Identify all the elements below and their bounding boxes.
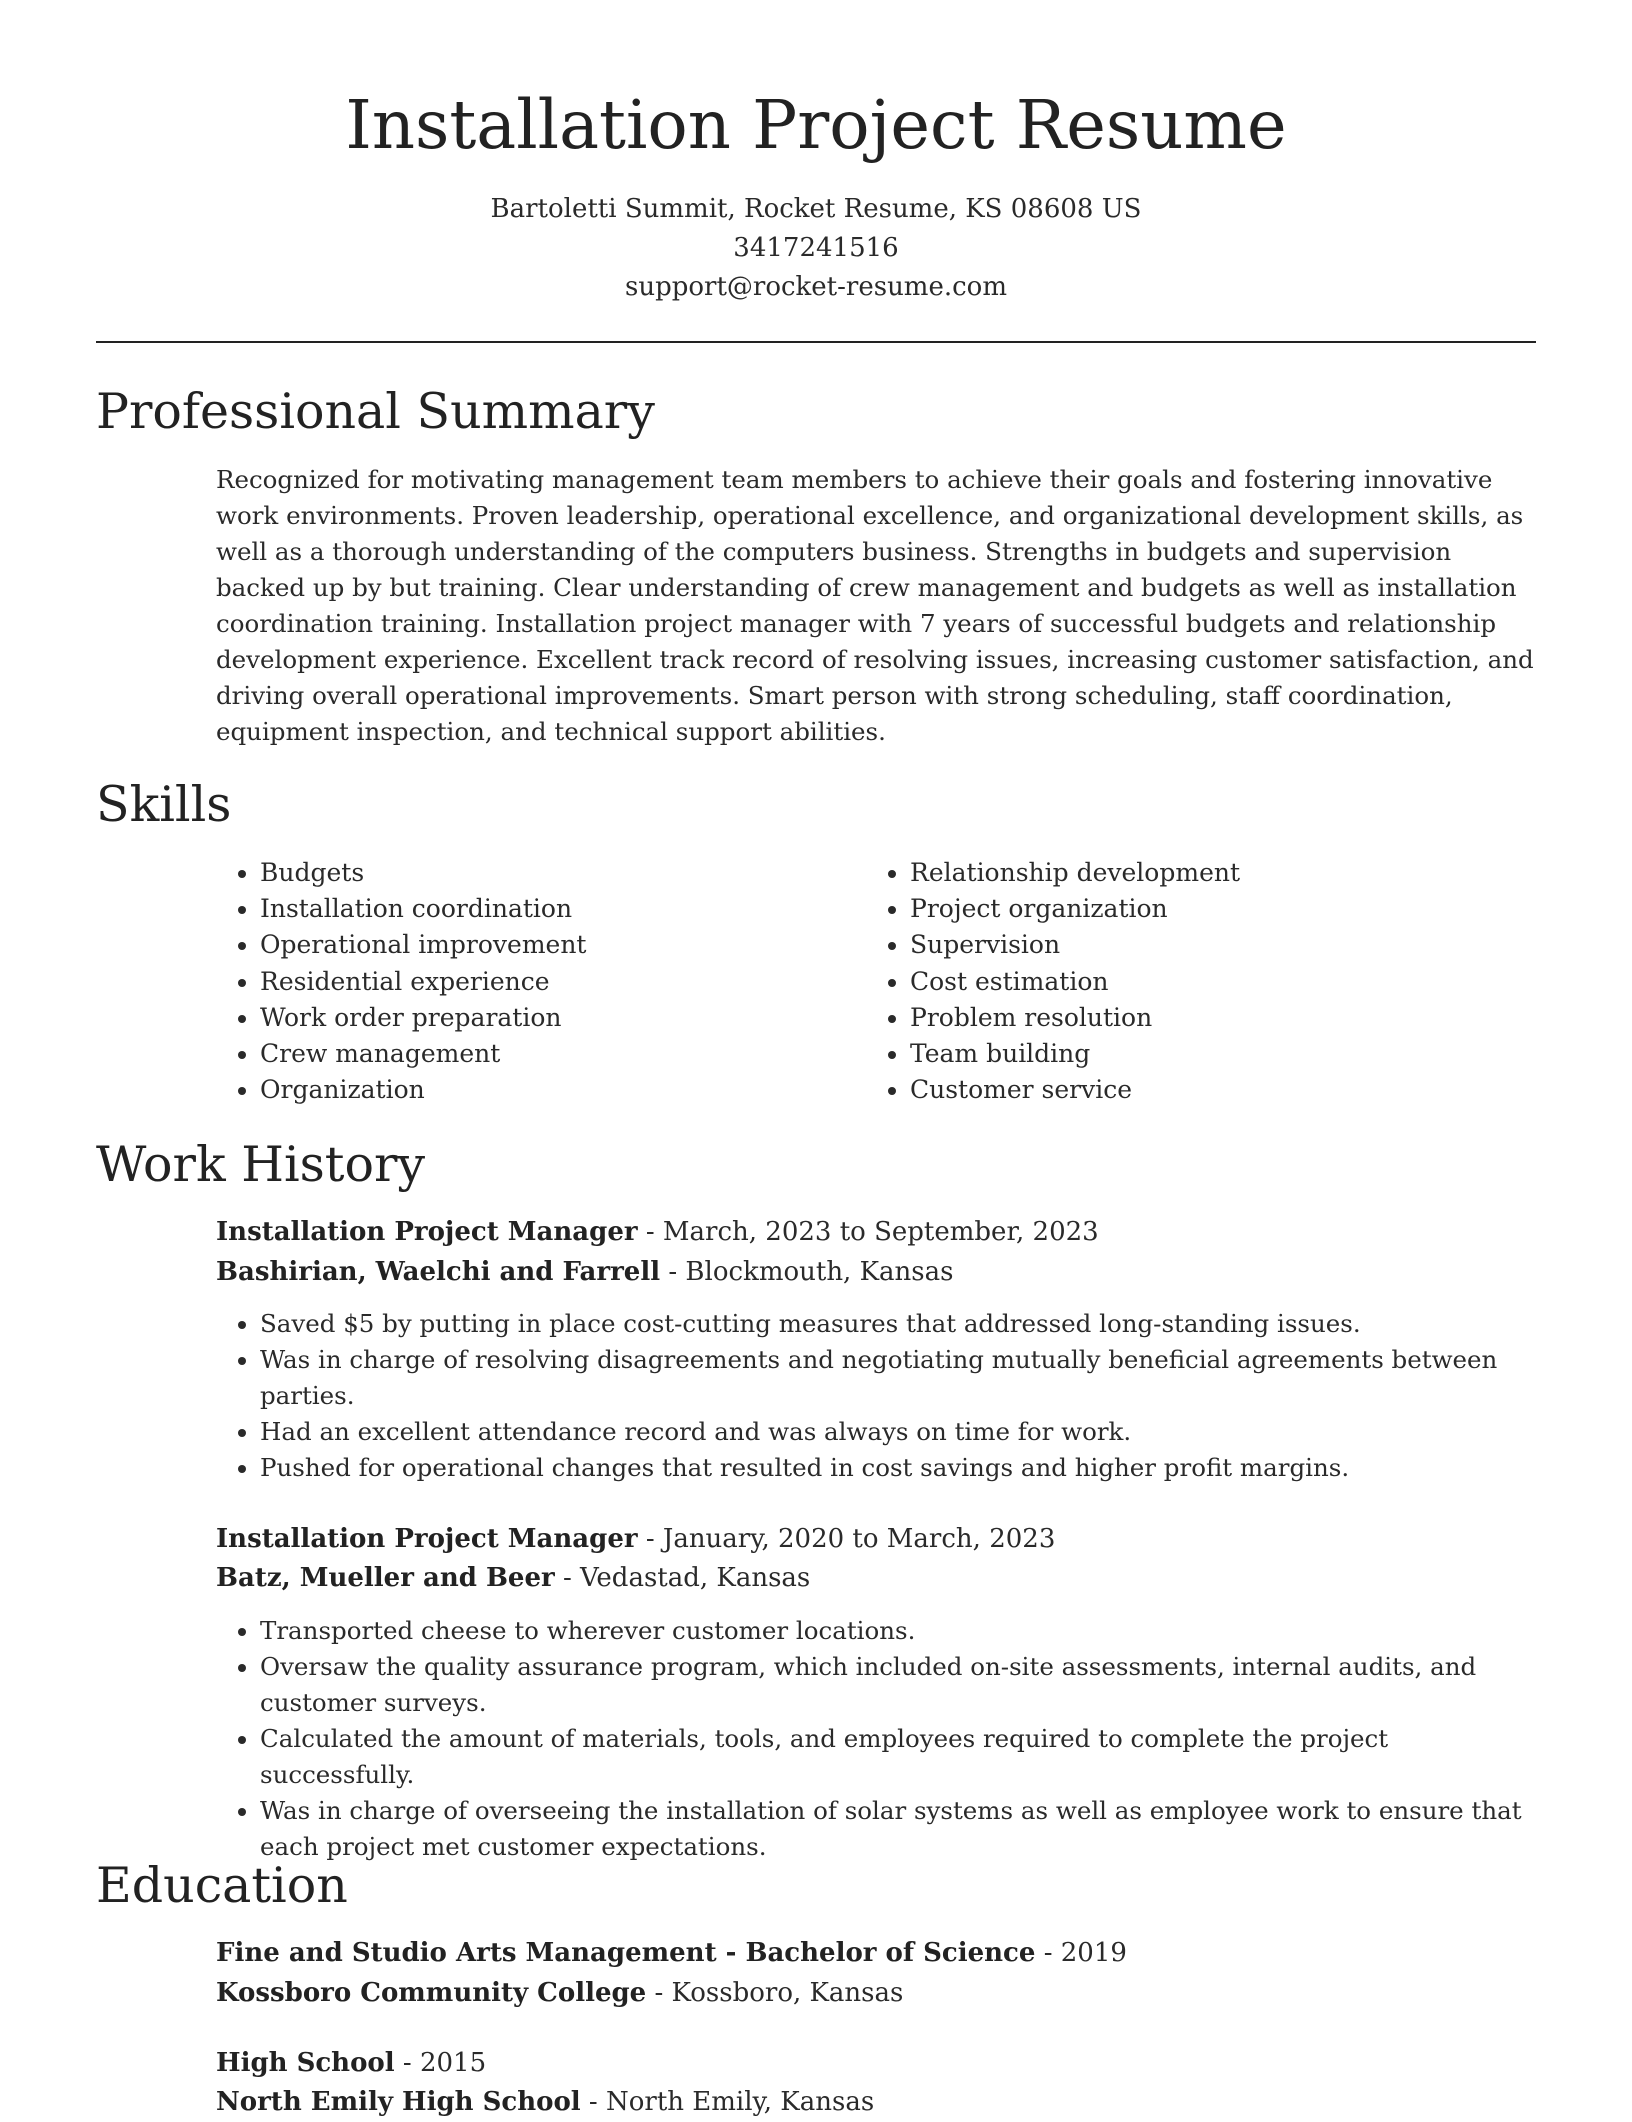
education-program-line [216, 1933, 1536, 1973]
education-heading: Education [96, 1857, 348, 1914]
education-program: High School [216, 2048, 395, 2078]
job-bullet: • Oversaw the quality assurance program, which included on-site assessments, internal audits, and customer surveys. [260, 1649, 1536, 1721]
education-school: Kossboro Community College [216, 1978, 647, 2008]
skill-item: • Crew management [260, 1036, 586, 1072]
education-year: - 2015 [394, 2048, 487, 2078]
job-title-line [216, 1212, 1536, 1252]
education-school-line [216, 1973, 1536, 2013]
job-location: - Blockmouth, Kansas [660, 1257, 954, 1287]
education-school-line [216, 2082, 1536, 2122]
job-dates: - March, 2023 to September, 2023 [637, 1217, 1099, 1247]
job-bullets [216, 1613, 1536, 1865]
job-bullet: • Saved $5 by putting in place cost-cutting measures that addressed long-standing issues. [260, 1306, 1536, 1342]
skills-list-left [216, 855, 586, 1108]
summary-heading: Professional Summary [96, 383, 655, 440]
email: support@rocket-resume.com [624, 272, 1007, 302]
contact-block [0, 190, 1632, 307]
phone: 3417241516 [733, 233, 899, 263]
job-title-line [216, 1519, 1536, 1559]
address: Bartoletti Summit, Rocket Resume, KS 08608 US [490, 194, 1142, 224]
job-bullet: • Had an excellent attendance record and was always on time for work. [260, 1414, 1536, 1450]
skills-heading: Skills [96, 776, 232, 833]
job-bullet: • Pushed for operational changes that resulted in cost savings and higher profit margins. [260, 1450, 1536, 1486]
job-role: Installation Project Manager [216, 1217, 638, 1247]
job-bullet: • Transported cheese to wherever customer locations. [260, 1613, 1536, 1649]
skill-item: • Supervision [910, 927, 1240, 963]
job-location: - Vedastad, Kansas [554, 1563, 811, 1593]
job-dates: - January, 2020 to March, 2023 [637, 1524, 1056, 1554]
job-bullet: • Calculated the amount of materials, tools, and employees required to complete the project successfully. [260, 1721, 1536, 1793]
skill-item: • Project organization [910, 891, 1240, 927]
education-location: - Kossboro, Kansas [646, 1978, 904, 2008]
skill-item: • Problem resolution [910, 1000, 1240, 1036]
skill-item: • Cost estimation [910, 964, 1240, 1000]
education-program: Fine and Studio Arts Management - Bachelor of Science [216, 1938, 1036, 1968]
skill-item: • Budgets [260, 855, 586, 891]
skill-item: • Team building [910, 1036, 1240, 1072]
education-year: - 2019 [1035, 1938, 1127, 1968]
skill-item: • Operational improvement [260, 927, 586, 963]
skill-item: • Organization [260, 1072, 586, 1108]
job-company: Batz, Mueller and Beer [216, 1563, 555, 1593]
summary-text: Recognized for motivating management team members to achieve their goals and fostering innovative work environments. Proven leadership, operational excellence, and organizational development skills, as well as a thorough understanding of the computers business. Strengths in budgets and supervision backed up by but training. Clear understanding of crew management and budgets as well as installation coordination training. Installation project manager with 7 years of successful budgets and relationship development experience. Excellent track record of resolving issues, increasing customer satisfaction, and driving overall operational improvements. Smart person with strong scheduling, staff coordination, equipment inspection, and technical support abilities. [216, 465, 1534, 746]
job-company-line [216, 1558, 1536, 1598]
education-school: North Emily High School [216, 2087, 581, 2117]
job-role: Installation Project Manager [216, 1524, 638, 1554]
education-location: - North Emily, Kansas [580, 2087, 875, 2117]
skill-item: • Residential experience [260, 964, 586, 1000]
skill-item: • Customer service [910, 1072, 1240, 1108]
job-company: Bashirian, Waelchi and Farrell [216, 1257, 661, 1287]
skill-item: • Installation coordination [260, 891, 586, 927]
header-divider [96, 341, 1536, 343]
skill-item: • Work order preparation [260, 1000, 586, 1036]
job-company-line [216, 1252, 1536, 1292]
job-bullet: • Was in charge of resolving disagreements and negotiating mutually beneficial agreements between parties. [260, 1342, 1536, 1414]
education-program-line [216, 2043, 1536, 2083]
work-history-heading: Work History [96, 1136, 426, 1193]
skills-list-right [866, 855, 1240, 1108]
job-bullet: • Was in charge of overseeing the installation of solar systems as well as employee work to ensure that each project met customer expectations. [260, 1793, 1536, 1865]
resume-title: Installation Project Resume [345, 86, 1287, 164]
job-bullets [216, 1306, 1536, 1486]
skill-item: • Relationship development [910, 855, 1240, 891]
